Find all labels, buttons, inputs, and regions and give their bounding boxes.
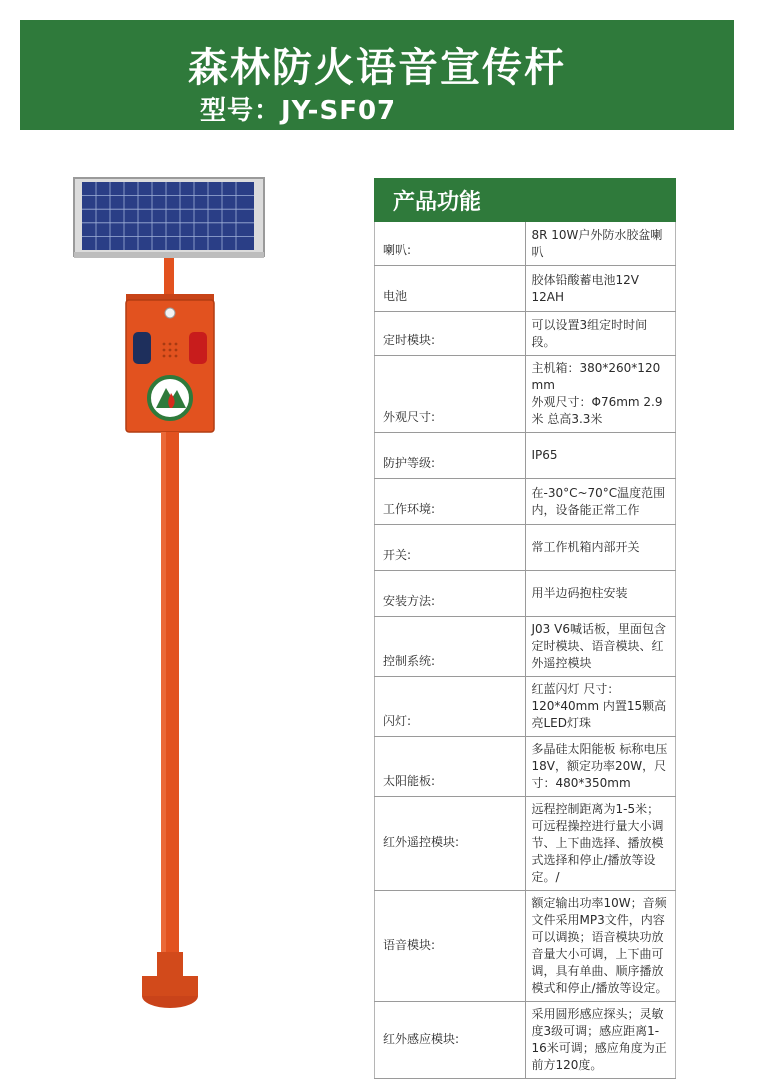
spec-row (375, 222, 676, 266)
product-photo (60, 170, 300, 1030)
spec-label: 喇叭: (375, 222, 526, 266)
spec-value: 远程控制距离为1-5米；可远程操控进行量大小调节、上下曲选择、播放模式选择和停止/播放等设定。/ (525, 797, 676, 891)
spec-label: 闪灯: (375, 677, 526, 737)
spec-row (375, 312, 676, 356)
spec-value: 多晶硅太阳能板 标称电压18V，额定功率20W，尺寸：480*350mm (525, 737, 676, 797)
spec-table (374, 178, 676, 1079)
spec-row (375, 525, 676, 571)
pole-sleeve (157, 952, 183, 976)
spec-row (375, 356, 676, 433)
page-title: 森林防火语音宣传杆 (188, 45, 566, 91)
spec-value: 8R 10W户外防水胶盆喇叭 (525, 222, 676, 266)
blue-lamp-icon (133, 332, 151, 364)
spec-label: 红外感应模块: (375, 1002, 526, 1079)
spec-row (375, 266, 676, 312)
spec-label: 安装方法: (375, 571, 526, 617)
spec-value: IP65 (525, 433, 676, 479)
model-number: 型号：JY-SF07 (200, 96, 397, 126)
spec-row (375, 737, 676, 797)
spec-label: 控制系统: (375, 617, 526, 677)
spec-value: 在-30°C~70°C温度范围内，设备能正常工作 (525, 479, 676, 525)
spec-label: 语音模块: (375, 891, 526, 1002)
spec-value: 用半边码抱柱安装 (525, 571, 676, 617)
spec-value: 红蓝闪灯 尺寸：120*40mm 内置15颗高亮LED灯珠 (525, 677, 676, 737)
spec-label: 工作环境: (375, 479, 526, 525)
spec-row (375, 617, 676, 677)
spec-value: 可以设置3组定时时间段。 (525, 312, 676, 356)
spec-row (375, 891, 676, 1002)
spec-label: 定时模块: (375, 312, 526, 356)
spec-row (375, 479, 676, 525)
spec-value: 额定输出功率10W；音频文件采用MP3文件，内容可以调换；语音模块功放音量大小可调，上下曲可调，具有单曲、顺序播放模式和停止/播放等设定。 (525, 891, 676, 1002)
spec-heading: 产品功能 (375, 179, 676, 222)
spec-label: 太阳能板: (375, 737, 526, 797)
spec-label: 防护等级: (375, 433, 526, 479)
red-lamp-icon (189, 332, 207, 364)
spec-value: 常工作机箱内部开关 (525, 525, 676, 571)
solar-panel-icon (74, 178, 264, 258)
spec-row (375, 571, 676, 617)
spec-value: 胶体铅酸蓄电池12V 12AH (525, 266, 676, 312)
panel-bracket (164, 258, 174, 294)
spec-value: J03 V6喊话板，里面包含定时模块、语音模块、红外遥控模块 (525, 617, 676, 677)
spec-row (375, 1002, 676, 1079)
spec-value: 采用圆形感应探头；灵敏度3级可调；感应距离1-16米可调；感应角度为正前方120度。 (525, 1002, 676, 1079)
spec-label: 电池 (375, 266, 526, 312)
spec-row (375, 677, 676, 737)
forest-fire-logo-icon (149, 377, 191, 419)
spec-label: 红外遥控模块: (375, 797, 526, 891)
spec-row (375, 797, 676, 891)
spec-value: 主机箱：380*260*120 mm 外观尺寸：Φ76mm 2.9米 总高3.3米 (525, 356, 676, 433)
spec-label: 开关: (375, 525, 526, 571)
spec-header-row (375, 179, 676, 222)
spec-row (375, 433, 676, 479)
title-banner (20, 20, 734, 130)
spec-label: 外观尺寸: (375, 356, 526, 433)
